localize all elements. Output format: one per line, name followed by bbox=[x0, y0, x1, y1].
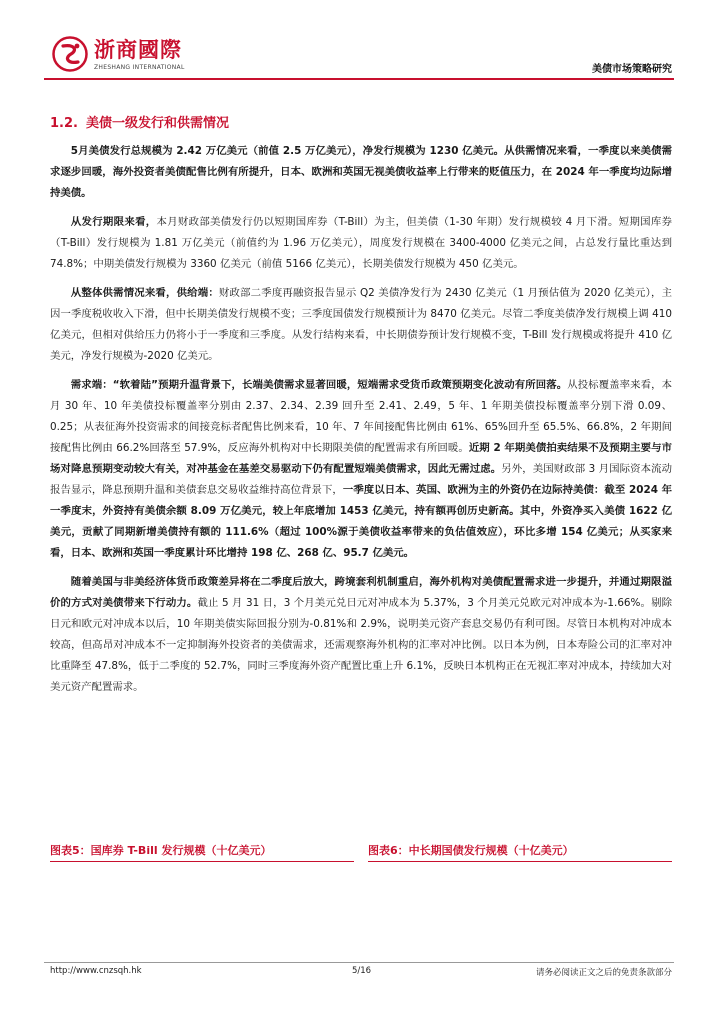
bold-text: 近期 2 年期美债拍卖结果不及预期主要与市场对降息预期变动较大有关，对冲基金在基差交易驱动下仍有配置短端美债需求，因此无需过虑。 bbox=[50, 442, 672, 475]
section-heading bbox=[50, 112, 672, 131]
disclaimer-note: 请务必阅读正文之后的免责条款部分 bbox=[535, 968, 672, 978]
bold-text: 随着美国与非美经济体货币政策差异将在二季度后放大，跨境套利机制重启，海外机构对美债配置需求进一步提升，并通过期限溢价的方式对美债带来下行动力。 bbox=[50, 576, 672, 609]
company-logo bbox=[52, 36, 185, 76]
text-run: 从投标覆盖率来看，本月 30 年、10 年美债投标覆盖率分别由 2.37、2.34、2.39 回升至 2.41、2.49，5 年、1 年期美债投标覆盖率分别下滑 0.09、0.25；从表征海外投资需求的间接竞标者配售比例来看，10 年、7 年间接配售比例由 61%、65%回升至 65.5%、66.8%，2 年期间接配售比例由 66.2%回落至 57.9%，反应海外机构对中长期限美债的配置需求有所回暖。 bbox=[50, 379, 673, 454]
section-title: 美债一级发行和供需情况 bbox=[85, 116, 229, 131]
footer-website-link[interactable]: http://www.cnzsqh.hk bbox=[50, 966, 142, 976]
section-number: 1.2. bbox=[50, 116, 78, 131]
bold-text: 从发行期限来看， bbox=[70, 216, 157, 228]
text-run: 本月财政部美债发行仍以短期国库券（T-Bill）为主，但美债（1-30 年期）发行规模较 4 月下滑。短期国库券（T-Bill）发行规模为 1.81 万亿美元（前值约为 1.96 万亿美元），周度发行规模在 3400-4000 亿美元之间，占总发行量比重达到 74.8%；中期美债发行规模为 3360 亿美元（前值 5166 亿美元），长期美债发行规模为 450 亿美元。 bbox=[50, 216, 672, 270]
report-category: 美债市场策略研究 bbox=[592, 64, 672, 75]
text-run: 另外，美国财政部 3 月国际资本流动报告显示，降息预期升温和美债套息交易收益维持高位背景下， bbox=[50, 463, 673, 496]
bold-text: 5月美债发行总规模为 2.42 万亿美元（前值 2.5 万亿美元），净发行规模为 1230 亿美元。从供需情况来看，一季度以来美债需求逐步回暖，海外投资者美债配售比例有所提升，日本、欧洲和英国无视美债收益率上行带来的贬值压力，在 2024 年一季度均边际增持美债。 bbox=[50, 145, 672, 199]
zheshang-logo-icon bbox=[52, 36, 88, 72]
figure-captions bbox=[50, 842, 672, 862]
header-divider bbox=[44, 78, 674, 80]
paragraph bbox=[50, 141, 672, 204]
paragraph bbox=[50, 283, 672, 367]
page-header bbox=[44, 36, 684, 76]
figure-6-caption: 图表6：中长期国债发行规模（十亿美元） bbox=[368, 842, 672, 862]
paragraph bbox=[50, 375, 672, 564]
bold-text: 需求端：“软着陆”预期升温背景下，长端美债需求显著回暖，短端需求受货币政策预期变化波动有所回落。 bbox=[70, 379, 568, 391]
paragraph bbox=[50, 572, 672, 698]
body-text bbox=[50, 141, 672, 698]
bold-text: 从整体供需情况来看，供给端： bbox=[70, 287, 219, 299]
main-content bbox=[50, 112, 672, 706]
figure-5-caption: 图表5：国库券 T-Bill 发行规模（十亿美元） bbox=[50, 842, 354, 862]
paragraph bbox=[50, 212, 672, 275]
text-run: 截止 5 月 31 日，3 个月美元兑日元对冲成本为 5.37%，3 个月美元兑欧元对冲成本为-1.66%。剔除日元和欧元对冲成本以后，10 年期美债实际回报分别为-0.81%和 2.9%，说明美元资产套息交易仍有利可图。尽管日本机构对冲成本较高，但高昂对冲成本不一定抑制海外投资者的美债需求，还需观察海外机构的汇率对冲比例。以日本为例，日本寿险公司的汇率对冲比重降至 47.8%，低于二季度的 52.7%，同时三季度海外资产配置比重上升 6.1%，反映日本机构正在无视汇率对冲成本，持续加大对美元资产配置需求。 bbox=[50, 597, 673, 693]
brand-name-en: ZHESHANG INTERNATIONAL bbox=[94, 64, 185, 71]
footer-divider bbox=[44, 962, 674, 963]
bold-text: 一季度以日本、英国、欧洲为主的外资仍在边际持美债：截至 2024 年一季度末，外资持有美债余额 8.09 万亿美元，较上年底增加 1453 亿美元，持有额再创历史新高。其中，外资净买入美债 1622 亿美元，贡献了同期新增美债持有额的 111.6%（超过 100%源于美债收益率带来的负估值效应），环比多增 154 亿美元；从买家来看，日本、欧洲和英国一季度累计环比增持 198 亿、268 亿、95.7 亿美元。 bbox=[50, 484, 672, 559]
text-run: 财政部二季度再融资报告显示 Q2 美债净发行为 2430 亿美元（1 月预估值为 2020 亿美元），主因一季度税收收入下滑，但中长期美债发行规模不变；三季度国债发行规模预计为 8470 亿美元。尽管二季度美债净发行规模上调 410 亿美元，但相对供给压力仍将小于一季度和三季度。从发行结构来看，中长期债券预计发行规模不变，T-Bill 发行规模或将提升 410 亿美元，净发行规模为-2020 亿美元。 bbox=[50, 287, 672, 362]
page-number: 5/16 bbox=[352, 966, 372, 976]
brand-name: 浙商國際 bbox=[94, 38, 182, 62]
